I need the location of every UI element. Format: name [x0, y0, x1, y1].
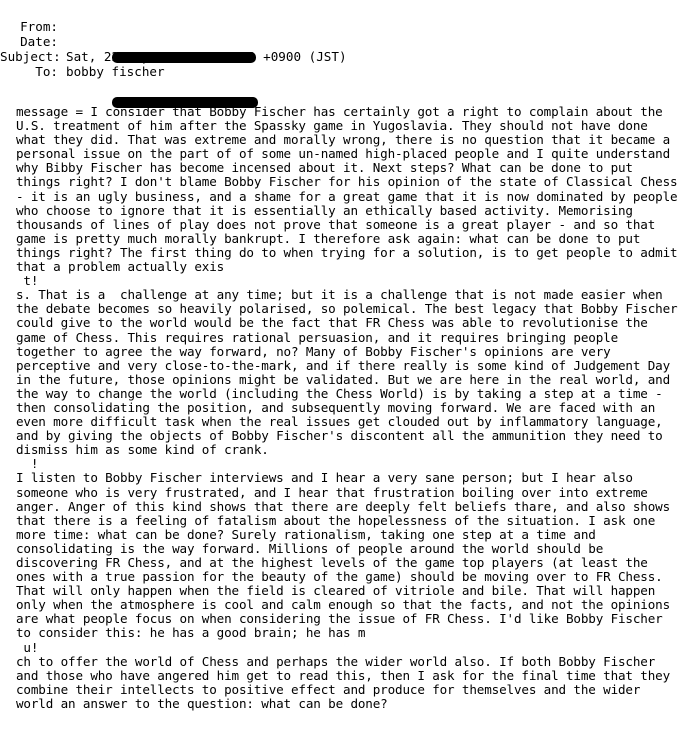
message-line: message = I consider that Bobby Fischer has certainly got a right to complain about the	[16, 105, 663, 119]
message-line: u!	[16, 640, 39, 655]
date-label: Date:	[20, 34, 58, 49]
message-line: discovering FR Chess, and at the highest levels of the game top players (at least the	[16, 556, 648, 570]
subject-value: bobby fischer	[66, 64, 165, 79]
message-line: t!	[16, 274, 39, 289]
message-line: are what people focus on when considering the issue of FR Chess. I'd like Bobby Fischer	[16, 612, 663, 627]
message-line: consolidating is the way forward. Millions of people around the world should be	[16, 541, 604, 556]
message-line: things right? I don't blame Bobby Fischer for his opinion of the state of Classical Chess	[16, 175, 678, 190]
message-line: ch to offer the world of Chess and perhaps the wider world also. If both Bobby Fischer	[16, 654, 656, 669]
subject-label: Subject:	[0, 49, 61, 64]
from-label: From:	[20, 19, 58, 34]
message-line: - it is an ugly business, and a shame for a great game that it is now dominated by people	[16, 189, 678, 204]
message-line: I listen to Bobby Fischer interviews and I hear a very sane person; but I hear also	[16, 471, 633, 486]
message-line: together to agree the way forward, no? Many of Bobby Fischer's opinions are very	[16, 344, 611, 359]
message-line: that a problem actually exis	[16, 260, 225, 275]
message-line: combine their intellects to positive effect and produce for themselves and the wider	[16, 682, 641, 697]
message-line: who choose to ignore that it is essentially an ethically based activity. Memorising	[16, 203, 633, 218]
message-line: even more difficult task when the real issues get clouded out by inflammatory language,	[16, 415, 663, 430]
message-line: could give to the world would be the fact that FR Chess was able to revolutionise the	[16, 316, 648, 331]
message-line: s. That is a challenge at any time; but it is a challenge that is not made easier when	[16, 288, 663, 303]
date-value: Sat, 22 May 2004 17:18:22 +0900 (JST)	[66, 49, 347, 64]
message-line: that there is a feeling of fatalism about the hopelessness of the situation. I ask one	[16, 513, 656, 528]
message-line: world an answer to the question: what can be done?	[16, 696, 388, 711]
message-line: That will only happen when the field is cleared of vitriole and bile. That will happen	[16, 584, 656, 599]
message-line: why Bibby Fischer has become incensed about it. Next steps? What can be done to put	[16, 161, 633, 176]
message-line: to consider this: he has a good brain; he has m	[16, 626, 366, 641]
message-line: only when the atmosphere is cool and calm enough so that the facts, and not the opinions	[16, 598, 671, 613]
message-line: !	[16, 457, 39, 472]
to-label: To:	[35, 64, 58, 79]
message-line: then consolidating the position, and subsequently moving forward. We are faced with an	[16, 400, 656, 415]
message-line: personal issue on the part of of some un-named high-placed people and I quite understand	[16, 147, 671, 162]
message-line: ones with a true passion for the beauty of the game) should be moving over to FR Chess.	[16, 570, 663, 585]
message-line: the way to change the world (including the Chess World) is by taking a step at a time -	[16, 386, 663, 401]
from-row	[0, 4, 680, 34]
message-line: and by giving the objects of Bobby Fischer's discontent all the ammunition they need to	[16, 429, 663, 444]
message-line: in the future, those opinions might be validated. But we are here in the real world, and	[16, 372, 671, 387]
message-body	[16, 105, 680, 711]
message-line: what they did. That was extreme and morally wrong, there is no question that it became a	[16, 133, 671, 148]
message-line: game of Chess. This requires rational persuasion, and it requires bringing people	[16, 330, 618, 345]
message-line: the debate becomes so heavily polarised, so polemical. The best legacy that Bobby Fischer	[16, 302, 678, 317]
message-line: things right? The first thing do to when trying for a solution, is to get people to admit	[16, 245, 678, 260]
message-line: more time: what can be done? Surely rationalism, taking one step at a time and	[16, 527, 596, 542]
message-line: game is pretty much morally bankrupt. I therefore ask again: what can be done to put	[16, 231, 641, 246]
message-line: perceptive and very close-to-the-mark, and if there really is some kind of Judgement Day	[16, 358, 671, 373]
message-line: dismiss him as some kind of crank.	[16, 443, 269, 458]
message-line: someone who is very frustrated, and I hear that frustration boiling over into extreme	[16, 485, 648, 500]
message-line: anger. Anger of this kind shows that there are deeply felt beliefs thare, and also shows	[16, 499, 671, 514]
message-line: thousands of lines of play does not prove that someone is a great player - and so that	[16, 217, 656, 232]
message-line: and those who have angered him get to read this, then I ask for the final time that they	[16, 668, 671, 683]
message-line: U.S. treatment of him after the Spassky game in Yugoslavia. They should not have done	[16, 119, 648, 134]
